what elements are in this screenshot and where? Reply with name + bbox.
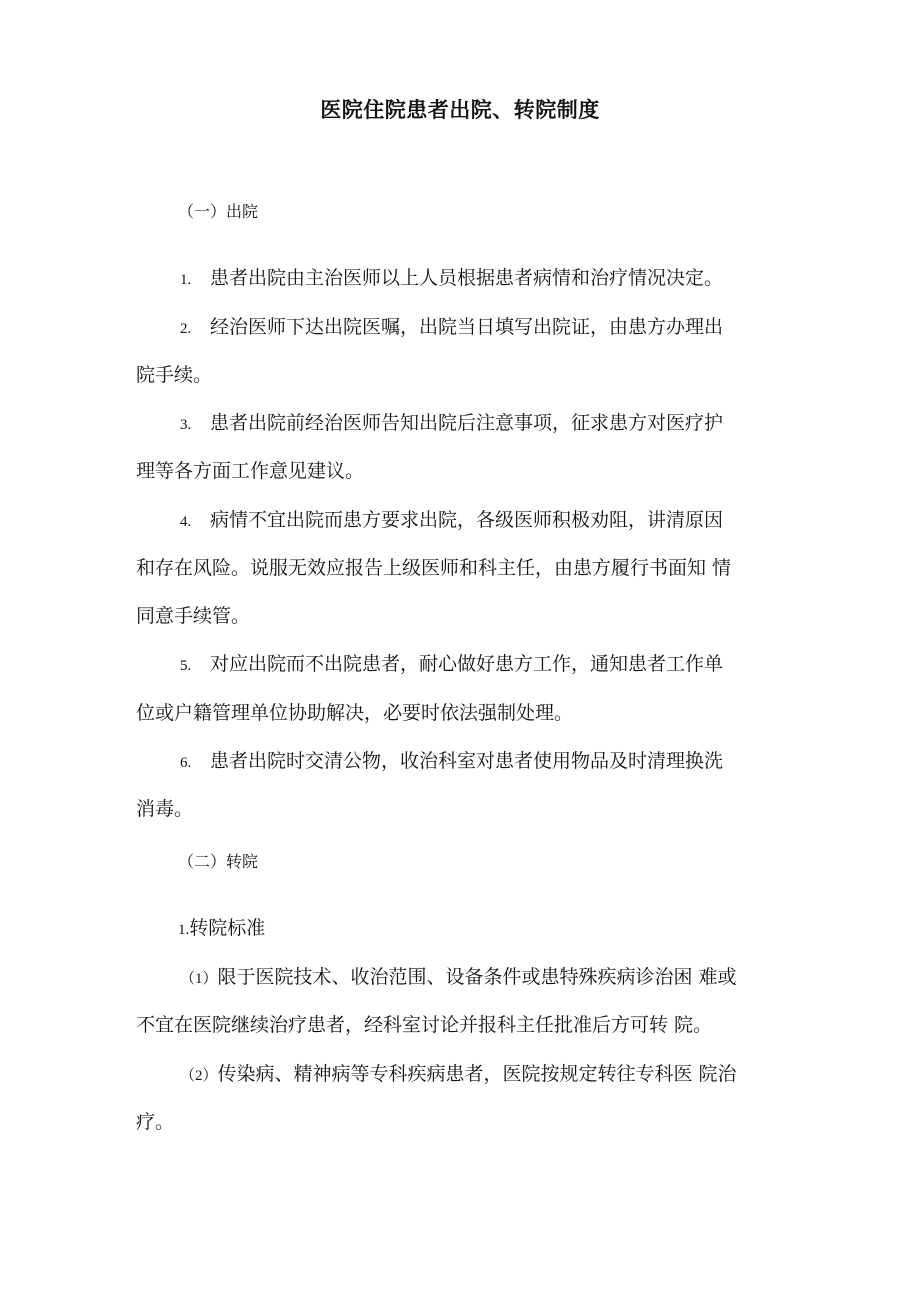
item-number: （2）: [180, 1068, 218, 1084]
item-number: 3.: [180, 417, 192, 433]
item-text-line: 患者出院前经治医师告知出院后注意事项，征求患方对医疗护: [210, 412, 724, 434]
document-title: 医院住院患者出院、转院制度: [320, 98, 600, 122]
item-text-continuation: 位或户籍管理单位协助解决，必要时依法强制处理。: [136, 702, 574, 724]
item-text-continuation: 不宜在医院继续治疗患者，经科室讨论并报科主任批准后方可转 院。: [136, 1014, 713, 1036]
item-text-continuation: 疗。: [136, 1111, 175, 1133]
list-item-1: [180, 264, 723, 294]
item-number: 5.: [180, 658, 192, 674]
item-text-line: 患者出院由主治医师以上人员根据患者病情和治疗情况决定。: [210, 267, 724, 289]
list-item-3: [180, 409, 723, 439]
item-text-line: 病情不宜出院而患方要求出院，各级医师积极劝阻，讲清原因: [210, 509, 724, 531]
list-item-6: [180, 747, 723, 777]
criteria-item-2: [180, 1060, 737, 1090]
section-heading-transfer: （二）转院: [178, 852, 259, 871]
item-text-continuation: 理等各方面工作意见建议。: [136, 460, 365, 482]
subheading-text: 转院标准: [189, 917, 266, 939]
item-text-line: 限于医院技术、收治范围、设备条件或患特殊疾病诊治困 难或: [217, 966, 737, 988]
item-text-line: 传染病、精神病等专科疾病患者，医院按规定转往专科医 院治: [217, 1063, 737, 1085]
subheading-number: 1.: [178, 922, 190, 938]
item-text-line: 对应出院而不出院患者，耐心做好患方工作，通知患者工作单: [210, 653, 724, 675]
item-number: 2.: [180, 321, 192, 337]
item-text-continuation: 和存在风险。说服无效应报告上级医师和科主任，由患方履行书面知 情: [136, 557, 732, 579]
section-heading-discharge: （一）出院: [178, 202, 259, 221]
list-item-5: [180, 650, 723, 680]
item-number: 4.: [180, 514, 192, 530]
list-item-2: [180, 313, 723, 343]
item-text-continuation: 消毒。: [136, 798, 194, 820]
item-number: 6.: [180, 755, 192, 771]
item-text-continuation: 同意手续管。: [136, 605, 251, 627]
list-item-4: [180, 506, 723, 536]
item-number: 1.: [180, 272, 192, 288]
item-number: （1）: [180, 971, 218, 987]
criteria-item-1: [180, 963, 737, 993]
item-text-line: 经治医师下达出院医嘱，出院当日填写出院证，由患方办理出: [210, 316, 724, 338]
item-text-continuation: 院手续。: [136, 364, 213, 386]
item-text-line: 患者出院时交清公物，收治科室对患者使用物品及时清理换洗: [210, 750, 724, 772]
subheading-transfer-criteria: [178, 914, 265, 944]
